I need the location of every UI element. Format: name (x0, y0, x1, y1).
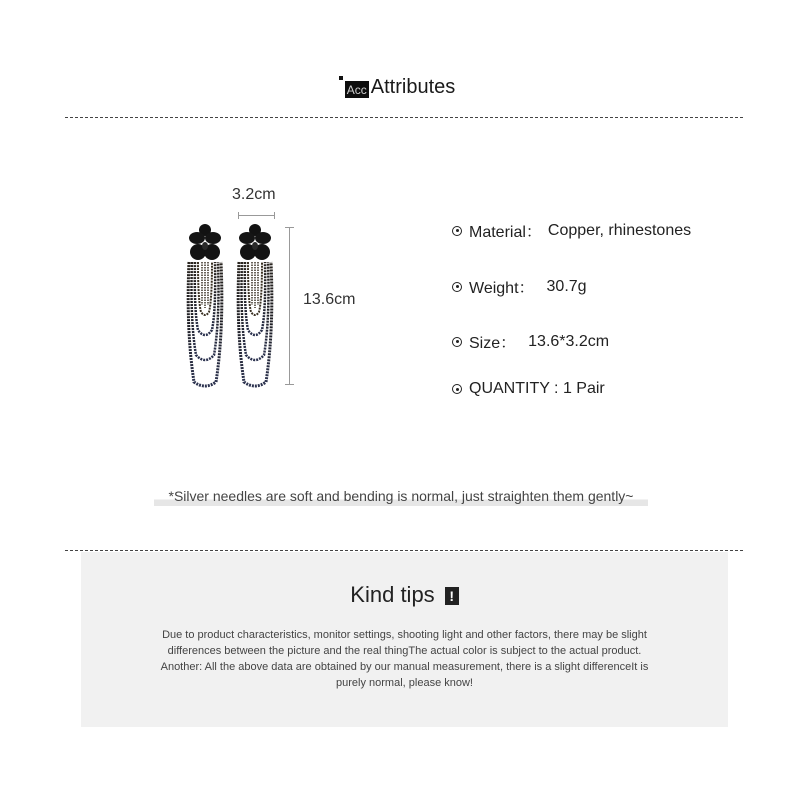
height-dimension-line (289, 227, 290, 385)
attr-value: Copper, rhinestones (547, 221, 692, 239)
attr-label: Material： (469, 224, 542, 241)
kind-tips-panel (81, 552, 728, 727)
tips-line: differences between the picture and the real thingThe actual color is subject to the actual product. (167, 645, 642, 657)
earrings-image (180, 220, 280, 390)
care-note: *Silver needles are soft and bending is normal, just straighten them gently~ (154, 487, 648, 506)
tips-line: Another: All the above data are obtained by our manual measurement, there is a slight differenceIt is (160, 661, 649, 673)
acc-badge: Acc (346, 83, 367, 97)
width-dimension-line (238, 215, 275, 216)
divider-bottom (65, 550, 743, 551)
attr-weight (452, 275, 587, 298)
title-text: Attributes (370, 76, 456, 98)
height-dimension-label: 13.6cm (303, 291, 356, 308)
bullet-icon (452, 282, 462, 292)
bullet-icon (452, 337, 462, 347)
kind-tips-title: Kind tips (350, 582, 435, 607)
attr-value: 13.6*3.2cm (528, 332, 610, 350)
attr-material (452, 219, 691, 242)
bullet-icon (452, 226, 462, 236)
kind-tips-body (111, 627, 698, 691)
kind-tips-heading (81, 582, 728, 608)
attr-value: 30.7g (546, 277, 587, 295)
bullet-icon (452, 384, 462, 394)
width-dimension-label: 3.2cm (232, 186, 276, 203)
attr-label: Weight： (469, 280, 535, 297)
attr-label: Size： (469, 335, 517, 352)
divider-top (65, 117, 743, 118)
exclamation-icon: ! (445, 587, 459, 605)
tips-line: Due to product characteristics, monitor settings, shooting light and other factors, there may be slight (162, 629, 647, 641)
attr-label: QUANTITY : 1 Pair (469, 380, 605, 397)
tips-line: purely normal, please know! (336, 677, 473, 689)
section-header (0, 76, 800, 99)
section-title (345, 76, 456, 98)
attr-quantity (452, 380, 605, 398)
attr-size (452, 330, 609, 353)
square-dot-icon (339, 76, 343, 80)
